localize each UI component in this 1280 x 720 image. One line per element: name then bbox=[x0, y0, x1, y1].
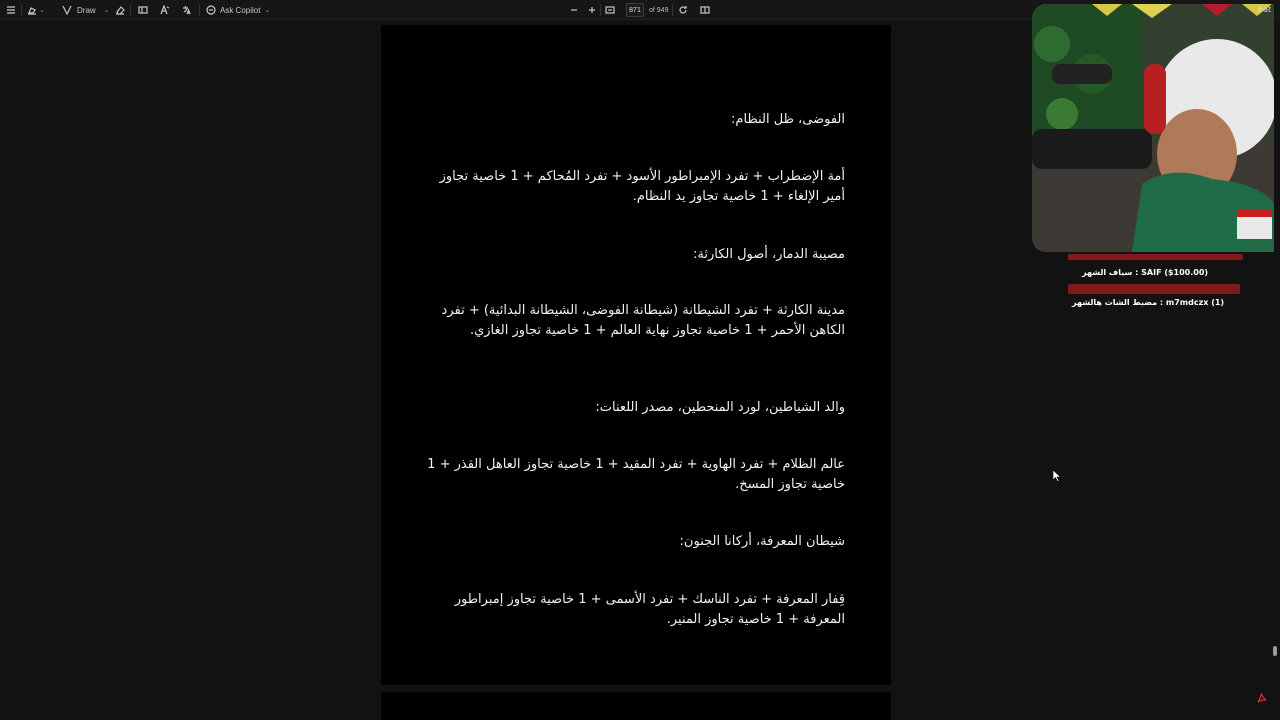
webcam-feed bbox=[1032, 4, 1274, 252]
translate-button[interactable] bbox=[182, 2, 192, 18]
overlay-alert-bar bbox=[1068, 284, 1240, 294]
eraser-button[interactable] bbox=[115, 2, 125, 18]
overlay-alert-bar bbox=[1068, 254, 1243, 260]
text-icon bbox=[160, 5, 170, 15]
page-total-label: of 949 bbox=[649, 6, 669, 14]
zoom-out-button[interactable] bbox=[569, 2, 579, 18]
toolbar-divider bbox=[672, 4, 673, 16]
eraser-icon bbox=[115, 5, 125, 15]
scrollbar-thumb[interactable] bbox=[1273, 646, 1277, 656]
highlight-button[interactable] bbox=[27, 2, 45, 18]
zoom-in-button[interactable] bbox=[587, 2, 597, 18]
webcam-overlay bbox=[1032, 4, 1274, 252]
plus-icon bbox=[587, 5, 597, 15]
mouse-cursor-icon bbox=[1053, 470, 1061, 482]
toolbar-divider bbox=[21, 4, 22, 16]
fit-page-button[interactable] bbox=[605, 2, 615, 18]
ask-copilot-button[interactable] bbox=[206, 2, 270, 18]
list-icon bbox=[6, 5, 16, 15]
two-page-view-button[interactable] bbox=[700, 2, 710, 18]
top-moderator-line: m7mdczx (1) : مضبط الشات هالشهر bbox=[1072, 298, 1225, 307]
contents-button[interactable] bbox=[6, 2, 16, 18]
heading-father-of-demons: والد الشياطين، لورد المنحطين، مصدر اللعنات: bbox=[595, 400, 845, 415]
toolbar-divider bbox=[199, 4, 200, 16]
next-document-page bbox=[381, 692, 891, 720]
paragraph-demons-formula: عالم الظلام + تفرد الهاوية + تفرد المقيد + 1 خاصية تجاوز العاهل القذر + 1 خاصية تجاوز المسخ. bbox=[427, 457, 845, 492]
highlighter-icon bbox=[27, 5, 37, 15]
copilot-icon bbox=[206, 5, 216, 15]
ask-copilot-label: Ask Copilot bbox=[220, 5, 261, 15]
top-supporter-line: SAIF ($100.00) : سياف الشهر bbox=[1082, 268, 1209, 277]
rotate-button[interactable] bbox=[678, 2, 688, 18]
chevron-down-icon: ⌄ bbox=[103, 7, 110, 14]
view-button[interactable] bbox=[138, 2, 148, 18]
read-aloud-button[interactable] bbox=[160, 2, 170, 18]
fit-width-icon bbox=[605, 5, 615, 15]
heading-calamity-of-destruction: مصيبة الدمار، أصول الكارثة: bbox=[692, 247, 845, 262]
pdf-icon bbox=[1256, 692, 1268, 704]
chevron-down-icon: ⌄ bbox=[39, 7, 45, 14]
draw-label: Draw bbox=[77, 5, 96, 15]
toolbar-divider bbox=[600, 4, 601, 16]
document-page bbox=[381, 25, 891, 685]
heading-demon-of-knowledge: شيطان المعرفة، أركانا الجنون: bbox=[679, 534, 845, 549]
overlay-top-right-label: bat bbox=[1258, 5, 1272, 14]
pen-icon bbox=[62, 5, 72, 15]
toolbar-divider bbox=[130, 4, 131, 16]
page-number-input[interactable]: 871 bbox=[626, 3, 644, 17]
translate-icon bbox=[182, 5, 192, 15]
paragraph-calamity-formula: مدينة الكارثة + تفرد الشيطانة (شيطانة الفوضى، الشيطانة البدائية) + تفرد الكاهن الأحمر + 1 خاصية تجاوز نهاية العالم + 1 خاصية تجاوز الغازي. bbox=[441, 303, 845, 338]
minus-icon bbox=[569, 5, 579, 15]
page-view-icon bbox=[138, 5, 148, 15]
paragraph-knowledge-formula: قِفار المعرفة + تفرد الناسك + تفرد الأسمى + 1 خاصية تجاوز إمبراطور المعرفة + 1 خاصية تجاوز المنير. bbox=[454, 592, 845, 627]
chevron-down-icon: ⌄ bbox=[264, 7, 271, 14]
draw-button[interactable] bbox=[62, 2, 110, 18]
book-icon bbox=[700, 5, 710, 15]
paragraph-chaos-formula: أمة الإضطراب + تفرد الإمبراطور الأسود + تفرد المُحاكم + 1 خاصية تجاوز أمير الإلغاء + 1 خاصية تجاوز يد النظام. bbox=[439, 169, 845, 204]
heading-chaos-shadow-of-order: الفوضى، ظل النظام: bbox=[731, 112, 845, 127]
rotate-icon bbox=[678, 5, 688, 15]
